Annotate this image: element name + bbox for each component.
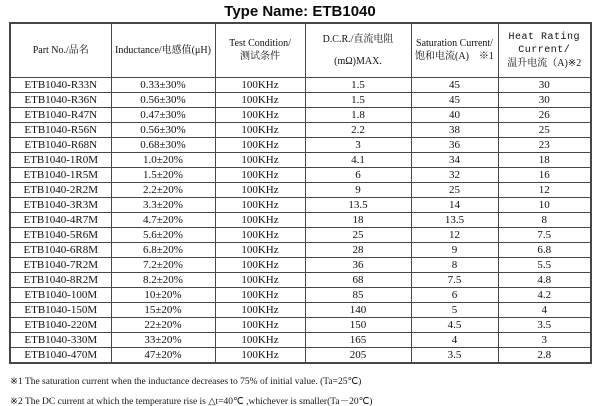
table-cell: 4.1 (305, 152, 411, 167)
table-cell: 0.33±30% (111, 77, 215, 92)
table-cell: 30 (498, 92, 591, 107)
table-cell: 100KHz (215, 242, 305, 257)
table-cell: 5 (411, 302, 498, 317)
table-cell: ETB1040-8R2M (10, 272, 111, 287)
column-header-test-condition (215, 23, 305, 77)
table-row (10, 287, 591, 302)
table-cell: 2.8 (498, 347, 591, 363)
table-cell: 13.5 (305, 197, 411, 212)
table-cell: 100KHz (215, 107, 305, 122)
table-body (10, 77, 591, 363)
table-cell: 100KHz (215, 182, 305, 197)
table-row (10, 272, 591, 287)
page-title: Type Name: ETB1040 (224, 3, 376, 20)
table-cell: ETB1040-R56N (10, 122, 111, 137)
table-cell: ETB1040-7R2M (10, 257, 111, 272)
header-line: Heat Rating (508, 31, 580, 43)
table-cell: 45 (411, 92, 498, 107)
table-cell: 47±20% (111, 347, 215, 363)
table-cell: 5.6±20% (111, 227, 215, 242)
spec-table (9, 22, 592, 364)
header-line: 温升电流（A)※2 (507, 57, 582, 69)
table-cell: 4.5 (411, 317, 498, 332)
table-cell: 6 (305, 167, 411, 182)
table-cell: ETB1040-4R7M (10, 212, 111, 227)
table-cell: 8.2±20% (111, 272, 215, 287)
table-row (10, 167, 591, 182)
table-cell: 3.5 (411, 347, 498, 363)
table-row (10, 197, 591, 212)
footnote-1: ※1 The saturation current when the inductance decreases to 75% of initial value. (Ta=25℃) (10, 376, 362, 387)
table-cell: ETB1040-150M (10, 302, 111, 317)
header-line: D.C.R./直流电阻 (322, 33, 394, 45)
table-row (10, 182, 591, 197)
table-cell: ETB1040-220M (10, 317, 111, 332)
table-cell: ETB1040-2R2M (10, 182, 111, 197)
table-row (10, 317, 591, 332)
table-cell: ETB1040-330M (10, 332, 111, 347)
table-cell: 18 (305, 212, 411, 227)
table-cell: ETB1040-3R3M (10, 197, 111, 212)
table-cell: 100KHz (215, 272, 305, 287)
header-line: 测试条件 (240, 51, 280, 63)
table-cell: ETB1040-1R5M (10, 167, 111, 182)
table-cell: 150 (305, 317, 411, 332)
column-header-saturation-current (411, 23, 498, 77)
table-cell: 6.8 (498, 242, 591, 257)
table-cell: 4.7±20% (111, 212, 215, 227)
table-cell: 1.0±20% (111, 152, 215, 167)
footnotes (10, 372, 600, 406)
table-cell: 205 (305, 347, 411, 363)
table-cell: 8 (498, 212, 591, 227)
table-row (10, 332, 591, 347)
table-row (10, 77, 591, 92)
table-row (10, 347, 591, 363)
table-row (10, 107, 591, 122)
table-cell: 26 (498, 107, 591, 122)
table-cell: 100KHz (215, 347, 305, 363)
table-cell: 14 (411, 197, 498, 212)
table-cell: 2.2 (305, 122, 411, 137)
table-cell: 8 (411, 257, 498, 272)
table-row (10, 302, 591, 317)
table-cell: ETB1040-R47N (10, 107, 111, 122)
table-cell: 4 (498, 302, 591, 317)
table-cell: 100KHz (215, 317, 305, 332)
header-line: Current/ (518, 44, 571, 56)
table-cell: 3.5 (498, 317, 591, 332)
table-cell: 4.8 (498, 272, 591, 287)
table-cell: 6.8±20% (111, 242, 215, 257)
table-cell: 7.5 (498, 227, 591, 242)
table-cell: 28 (305, 242, 411, 257)
table-cell: 1.5 (305, 77, 411, 92)
table-cell: 0.56±30% (111, 122, 215, 137)
table-cell: 32 (411, 167, 498, 182)
table-cell: 0.56±30% (111, 92, 215, 107)
table-cell: ETB1040-5R6M (10, 227, 111, 242)
table-row (10, 152, 591, 167)
footnote-2: ※2 The DC current at which the temperature rise is △t=40℃ ,whichever is smaller(Ta－20℃) (10, 396, 373, 406)
table-cell: 25 (411, 182, 498, 197)
table-cell: 1.5 (305, 92, 411, 107)
table-row (10, 92, 591, 107)
header-line: Saturation Current/ (416, 38, 493, 50)
table-cell: 100KHz (215, 137, 305, 152)
table-cell: 1.5±20% (111, 167, 215, 182)
header-line: (mΩ)MAX. (334, 55, 382, 67)
table-cell: ETB1040-100M (10, 287, 111, 302)
table-cell: 7.2±20% (111, 257, 215, 272)
header-row (10, 23, 591, 77)
table-cell: 100KHz (215, 167, 305, 182)
table-cell: 12 (411, 227, 498, 242)
table-cell: 40 (411, 107, 498, 122)
table-cell: 9 (411, 242, 498, 257)
table-cell: 100KHz (215, 227, 305, 242)
table-cell: 3 (498, 332, 591, 347)
table-cell: ETB1040-6R8M (10, 242, 111, 257)
table-cell: 38 (411, 122, 498, 137)
table-cell: ETB1040-1R0M (10, 152, 111, 167)
table-cell: ETB1040-R36N (10, 92, 111, 107)
table-cell: 45 (411, 77, 498, 92)
table-cell: 0.68±30% (111, 137, 215, 152)
table-row (10, 242, 591, 257)
column-header-inductance (111, 23, 215, 77)
table-cell: 100KHz (215, 122, 305, 137)
table-cell: 10±20% (111, 287, 215, 302)
table-cell: 5.5 (498, 257, 591, 272)
table-cell: 140 (305, 302, 411, 317)
table-cell: 85 (305, 287, 411, 302)
table-row (10, 122, 591, 137)
table-cell: 2.2±20% (111, 182, 215, 197)
table-cell: 165 (305, 332, 411, 347)
table-cell: 4 (411, 332, 498, 347)
table-cell: ETB1040-R33N (10, 77, 111, 92)
table-cell: 33±20% (111, 332, 215, 347)
table-cell: 10 (498, 197, 591, 212)
table-cell: 100KHz (215, 152, 305, 167)
header-line: Test Condition/ (229, 38, 291, 50)
table-cell: 34 (411, 152, 498, 167)
header-line: Inductance/电感值(μH) (115, 44, 211, 56)
table-cell: 25 (305, 227, 411, 242)
table-row (10, 257, 591, 272)
table-cell: 7.5 (411, 272, 498, 287)
table-row (10, 137, 591, 152)
table-cell: 22±20% (111, 317, 215, 332)
table-cell: 16 (498, 167, 591, 182)
table-cell: 1.8 (305, 107, 411, 122)
table-cell: 6 (411, 287, 498, 302)
table-cell: 100KHz (215, 287, 305, 302)
header-line: Part No./品名 (32, 44, 89, 56)
table-cell: 25 (498, 122, 591, 137)
table-header (10, 23, 591, 77)
table-cell: 12 (498, 182, 591, 197)
table-cell: 100KHz (215, 332, 305, 347)
table-cell: ETB1040-R68N (10, 137, 111, 152)
table-cell: ETB1040-470M (10, 347, 111, 363)
column-header-part-no (10, 23, 111, 77)
column-header-heat-rating-current (498, 23, 591, 77)
table-cell: 3 (305, 137, 411, 152)
table-cell: 4.2 (498, 287, 591, 302)
table-cell: 100KHz (215, 77, 305, 92)
table-cell: 0.47±30% (111, 107, 215, 122)
table-cell: 13.5 (411, 212, 498, 227)
table-cell: 9 (305, 182, 411, 197)
column-header-dcr (305, 23, 411, 77)
table-cell: 18 (498, 152, 591, 167)
table-cell: 30 (498, 77, 591, 92)
table-cell: 68 (305, 272, 411, 287)
header-line: 饱和电流(A) ※1 (415, 51, 494, 63)
table-row (10, 227, 591, 242)
table-cell: 3.3±20% (111, 197, 215, 212)
table-cell: 36 (411, 137, 498, 152)
table-row (10, 212, 591, 227)
table-cell: 100KHz (215, 197, 305, 212)
table-cell: 100KHz (215, 92, 305, 107)
table-cell: 100KHz (215, 302, 305, 317)
table-cell: 100KHz (215, 212, 305, 227)
table-cell: 36 (305, 257, 411, 272)
table-cell: 100KHz (215, 257, 305, 272)
table-cell: 15±20% (111, 302, 215, 317)
table-cell: 23 (498, 137, 591, 152)
